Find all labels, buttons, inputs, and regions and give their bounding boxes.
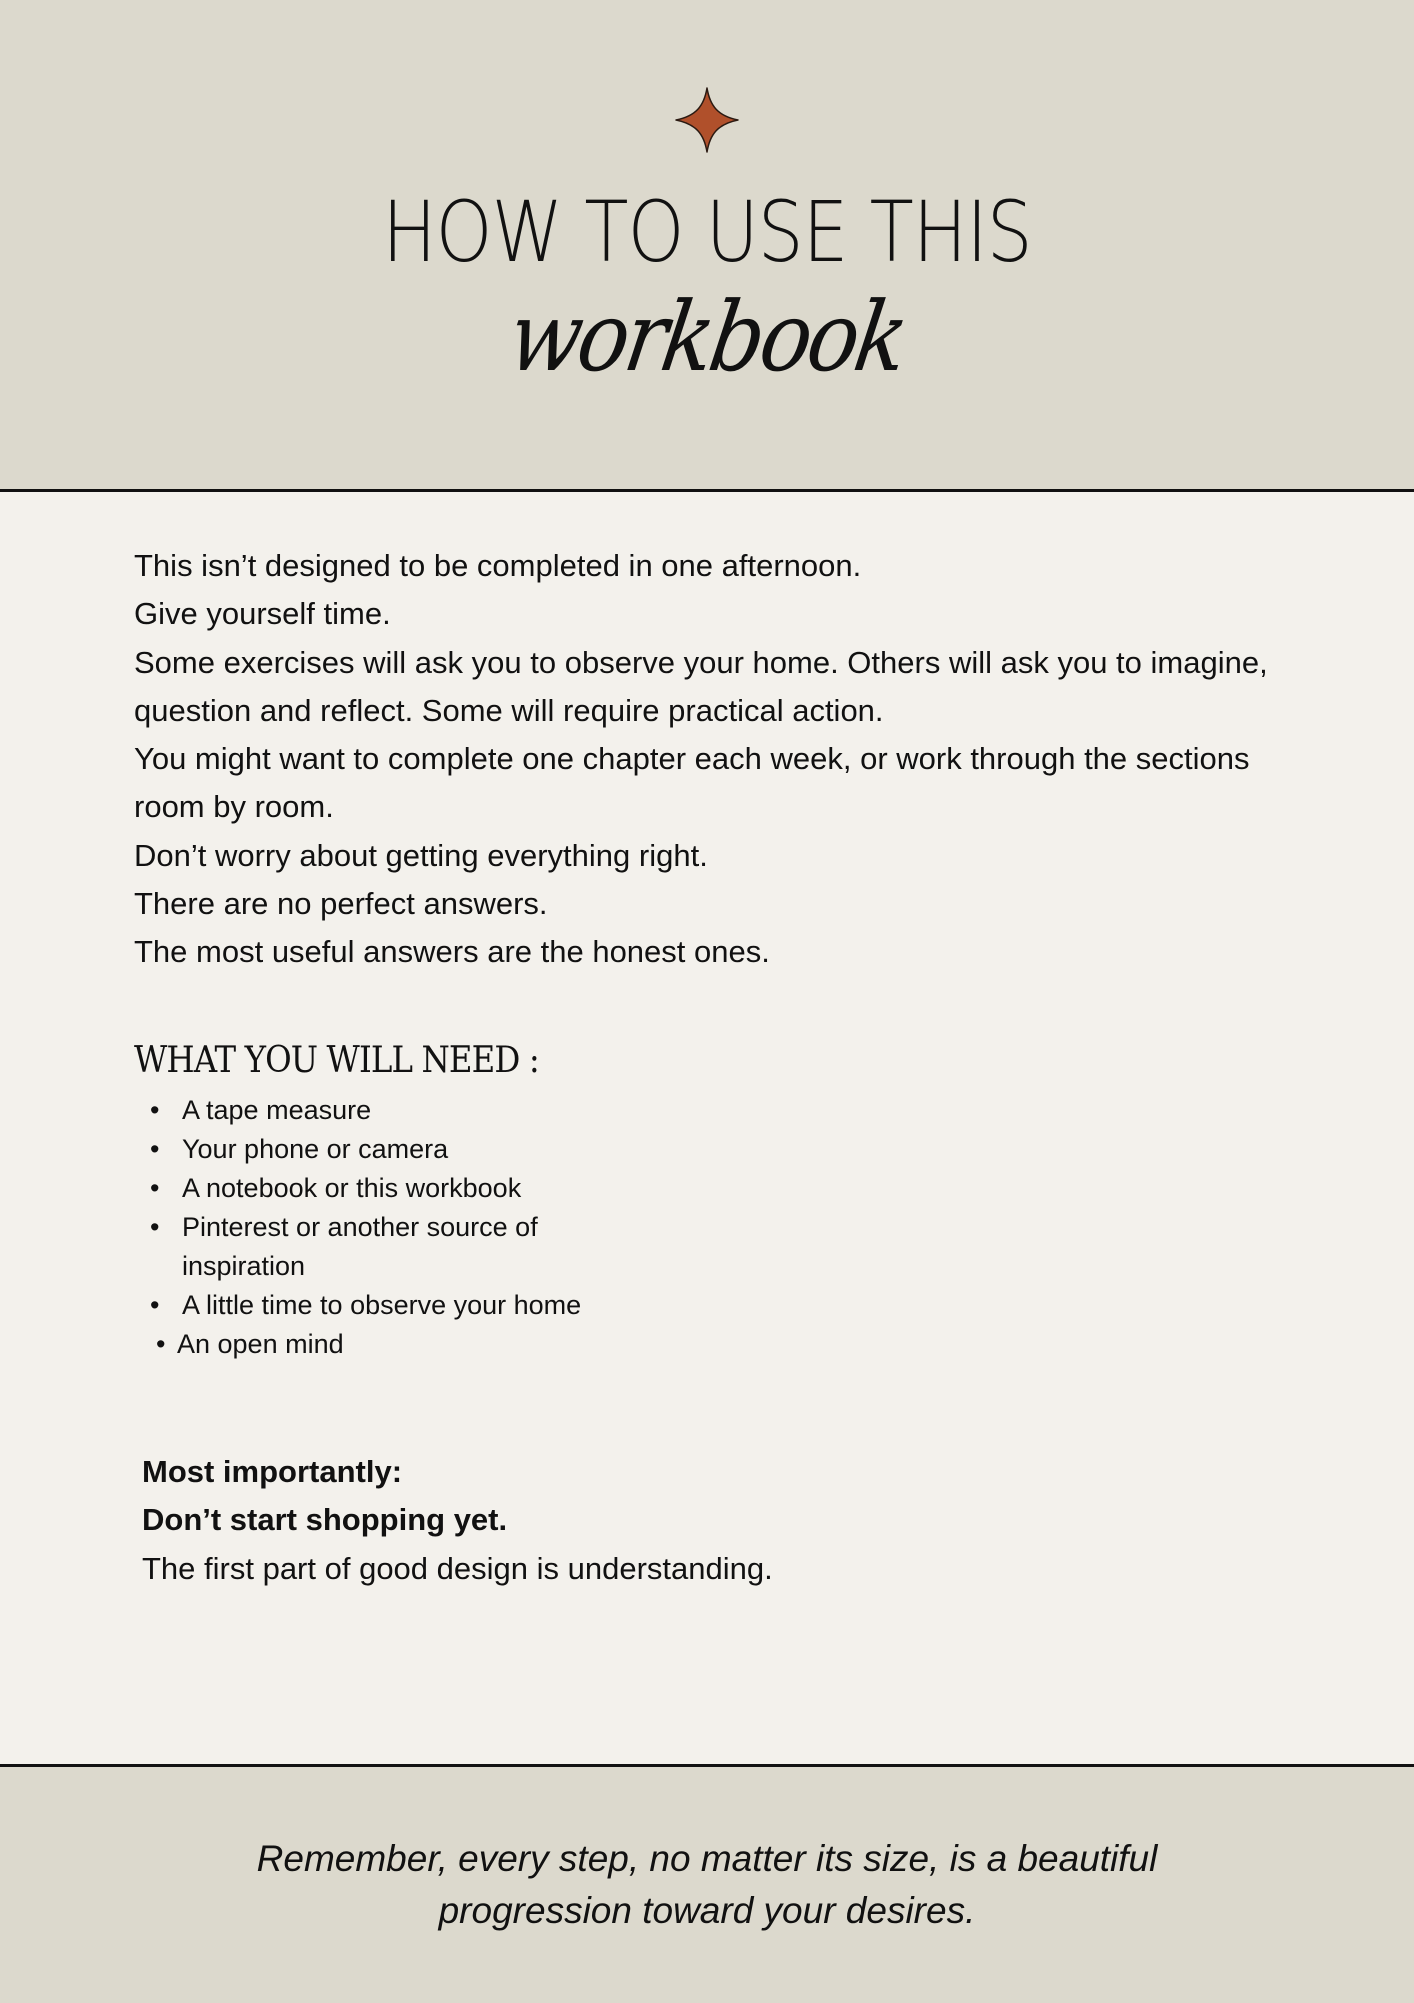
needs-list xyxy=(134,1091,654,1364)
intro-paragraph: You might want to complete one chapter each week, or work through the sections room by room. xyxy=(134,741,1250,825)
list-item: • A tape measure xyxy=(134,1091,654,1130)
closing-emphasis: Most importantly: xyxy=(142,1454,403,1489)
page-title: HOW TO USE THIS xyxy=(382,183,1032,281)
page-footer xyxy=(0,1764,1414,2003)
intro-paragraph: This isn’t designed to be completed in one afternoon. xyxy=(134,548,862,583)
intro-paragraph: Some exercises will ask you to observe your home. Others will ask you to imagine, question and reflect. Some will require practical action. xyxy=(134,644,1268,728)
footer-quote xyxy=(0,1833,1414,1937)
intro-text xyxy=(134,542,1274,977)
list-item: • A notebook or this workbook xyxy=(134,1169,654,1208)
quote-line: progression toward your desires. xyxy=(438,1890,976,1931)
list-item: • Your phone or camera xyxy=(134,1130,654,1169)
list-item: • An open mind xyxy=(134,1325,654,1364)
closing-note xyxy=(142,1448,1242,1593)
page-subtitle-script: workbook xyxy=(501,281,913,393)
four-point-star-icon xyxy=(674,86,740,154)
intro-paragraph: Don’t worry about getting everything right. xyxy=(134,837,708,873)
page-header xyxy=(0,0,1414,492)
closing-text: The first part of good design is understanding. xyxy=(142,1550,773,1586)
intro-paragraph: There are no perfect answers. xyxy=(134,886,548,922)
closing-emphasis: Don’t start shopping yet. xyxy=(142,1502,508,1538)
quote-line: Remember, every step, no matter its size, is a beautiful xyxy=(256,1838,1158,1879)
bullet-icon: • xyxy=(150,1290,160,1320)
list-item: • A little time to observe your home xyxy=(134,1286,654,1325)
intro-paragraph: Give yourself time. xyxy=(134,596,391,632)
list-item: • Pinterest or another source of inspiration xyxy=(134,1208,654,1286)
needs-heading: WHAT YOU WILL NEED : xyxy=(134,1040,539,1081)
bullet-icon: • xyxy=(156,1329,166,1359)
bullet-icon: • xyxy=(150,1173,160,1203)
bullet-icon: • xyxy=(150,1212,160,1242)
intro-paragraph: The most useful answers are the honest ones. xyxy=(134,934,770,970)
bullet-icon: • xyxy=(150,1134,160,1164)
bullet-icon: • xyxy=(150,1095,160,1125)
